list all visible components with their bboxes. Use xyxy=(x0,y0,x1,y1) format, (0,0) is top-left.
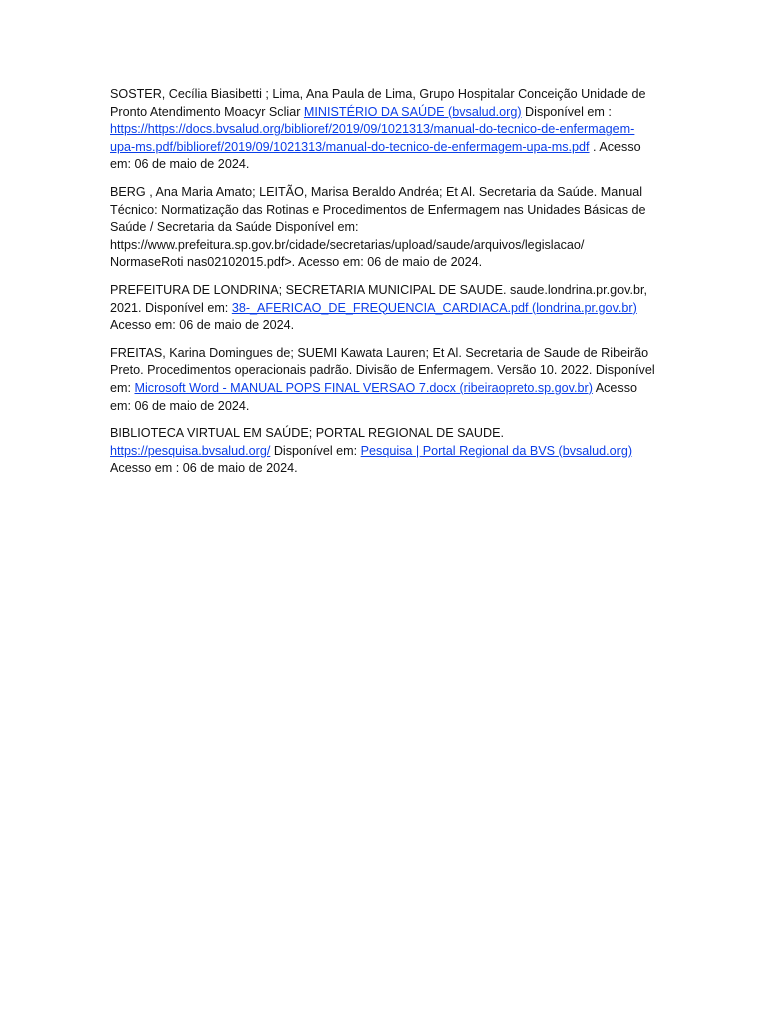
reference-text: Acesso em: 06 de maio de 2024. xyxy=(110,380,638,413)
reference-item xyxy=(110,425,658,478)
reference-link[interactable]: MINISTÉRIO DA SAÚDE (bvsalud.org) xyxy=(303,104,522,119)
reference-text: Disponível em: xyxy=(270,443,361,458)
reference-text: . Acesso em: 06 de maio de 2024. xyxy=(110,139,641,172)
reference-item xyxy=(110,184,658,272)
reference-text: Disponível em : xyxy=(521,104,612,119)
reference-item xyxy=(110,282,658,335)
reference-text: Acesso em : 06 de maio de 2024. xyxy=(110,461,298,476)
reference-list xyxy=(110,86,658,488)
reference-text: PREFEITURA DE LONDRINA; SECRETARIA MUNICIPAL DE SAUDE. saude.londrina.pr.gov.br, 2021. Disponível em: xyxy=(110,282,648,315)
reference-text: BIBLIOTECA VIRTUAL EM SAÚDE; PORTAL REGIONAL DE SAUDE. xyxy=(110,426,505,441)
reference-text: SOSTER, Cecília Biasibetti ; Lima, Ana Paula de Lima, Grupo Hospitalar Conceição Unidade de Pronto Atendimento Moacyr Scliar xyxy=(110,87,646,119)
reference-text: BERG , Ana Maria Amato; LEITÃO, Marisa Beraldo Andréa; Et Al. Secretaria da Saúde. Manual Técnico: Normatização das Rotinas e Procedimentos de Enfermagem nas Unidades Básicas de Saúde / Secretaria da Saúde Disponível em: https://www.prefeitura.sp.gov.br/cidade/secretarias/upload/saude/arquivos/legislacao/ NormaseRoti nas02102015.pdf>. Acesso em: 06 de maio de 2024. xyxy=(110,184,646,270)
reference-link[interactable]: 38-_AFERICAO_DE_FREQUENCIA_CARDIACA.pdf (londrina.pr.gov.br) xyxy=(231,300,637,315)
reference-link[interactable]: Microsoft Word - MANUAL POPS FINAL VERSAO 7.docx (ribeiraopreto.sp.gov.br) xyxy=(134,380,593,395)
reference-link[interactable]: https://https://docs.bvsalud.org/biblioref/2019/09/1021313/manual-do-tecnico-de-enfermagem-upa-ms.pdf/biblioref/2019/09/1021313/manual-do-tecnico-de-enfermagem-upa-ms.pdf xyxy=(110,122,635,154)
reference-text: Acesso em: 06 de maio de 2024. xyxy=(110,318,295,333)
reference-link[interactable]: Pesquisa | Portal Regional da BVS (bvsalud.org) xyxy=(360,443,633,458)
reference-item xyxy=(110,86,658,174)
reference-text: FREITAS, Karina Domingues de; SUEMI Kawata Lauren; Et Al. Secretaria de Saude de Ribeirão Preto. Procedimentos operacionais padrão. Divisão de Enfermagem. Versão 10. 2022. Disponível em: xyxy=(110,345,655,395)
reference-link[interactable]: https://pesquisa.bvsalud.org/ xyxy=(110,443,271,458)
reference-item xyxy=(110,345,658,415)
